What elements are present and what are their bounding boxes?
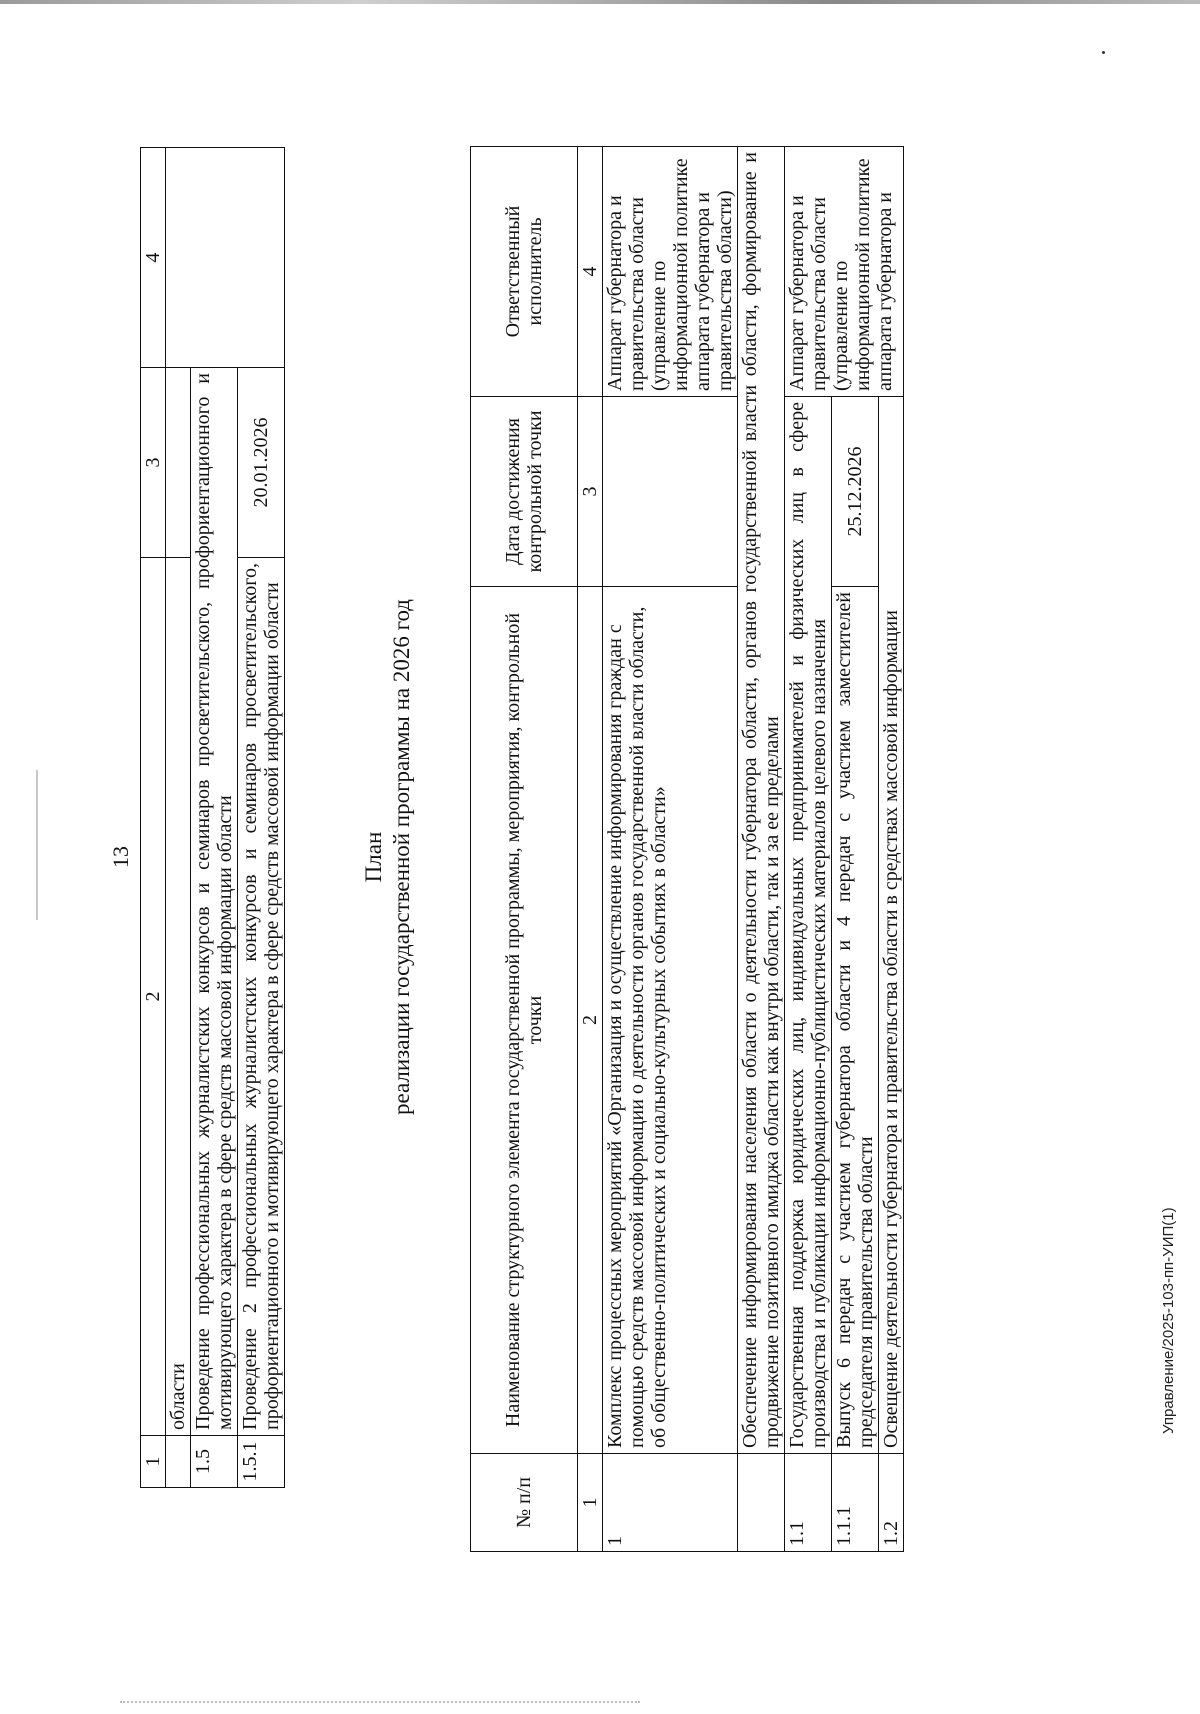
table-row [785,147,832,1552]
row-date [603,397,738,587]
plan-title: План [361,831,386,883]
row-text: Выпуск 6 передач с участием губернатора области и 4 передач с участием заместителей председателя правительства области [832,587,879,1454]
row-text: Проведение 2 профессиональных журналистских конкурсов и семинаров просветительского, профориентационного и мотивирующего характера в сфере средств массовой информации области [238,558,285,1436]
row-executor [166,148,285,368]
page-number: 13 [108,846,133,868]
header-number: № п/п [471,1454,578,1552]
row-number [166,1436,191,1488]
row-text: Проведение профессиональных журналистских конкурсов и семинаров просветительского, профориентационного и мотивирующего характера в сфере средств массовой информации области [191,368,238,1436]
header-name: Наименование структурного элемента государственной программы, мероприятия, контрольной точки [471,587,578,1454]
document-id: Управление/2025-103-пп-УИП(1) [1160,1207,1177,1434]
row-number [738,1454,785,1552]
col-number-1: 1 [141,1436,166,1488]
plan-table [470,146,904,1552]
row-text: области [166,558,191,1436]
plan-heading [360,0,416,1714]
row-number: 1.5 [191,1436,238,1488]
continuation-table [140,147,285,1488]
col-number-2: 2 [578,587,603,1454]
continuation-table-header [141,148,166,1488]
col-number-3: 3 [141,368,166,558]
col-number-2: 2 [141,558,166,1436]
plan-table-header [471,147,578,1552]
row-executor: Аппарат губернатора и правительства области (управление по информационной политике аппарата губернатора и правительства области) [603,147,738,397]
header-date: Дата достижения контрольной точки [471,397,578,587]
row-executor: Аппарат губернатора и правительства области (управление по информационной политике аппарата губернатора и [785,147,904,397]
task-text: Обеспечение информирования населения области о деятельности губернатора области, органов государственной власти области, формирование и продвижение позитивного имиджа области как внутри области, так и за ее пределами [738,147,785,1454]
table-row [738,147,785,1552]
row-text: Комплекс процессных мероприятий «Организация и осуществление информирования граждан с помощью средств массовой информации о деятельности органов государственной власти области, об общественно-политических и социально-культурных событиях в области» [603,587,738,1454]
row-number: 1.1 [785,1454,832,1552]
col-number-3: 3 [578,397,603,587]
row-text: Освещение деятельности губернатора и правительства области в средствах массовой информации [879,397,904,1454]
row-number: 1.2 [879,1454,904,1552]
header-executor: Ответственный исполнитель [471,147,578,397]
column-numbers-row [578,147,603,1552]
row-date [166,368,191,558]
row-date: 20.01.2026 [238,368,285,558]
row-text: Государственная поддержка юридических лиц, индивидуальных предпринимателей и физических лиц в сфере производства и публикации информационно-публицистических материалов целевого назначения [785,397,832,1454]
col-number-4: 4 [141,148,166,368]
table-row [603,147,738,1552]
row-number: 1.1.1 [832,1454,879,1552]
table-row [166,148,191,1488]
row-number: 1 [603,1454,738,1552]
col-number-1: 1 [578,1454,603,1552]
row-date: 25.12.2026 [832,397,879,587]
plan-subtitle: реализации государственной программы на 2026 год [389,599,414,1116]
row-number: 1.5.1 [238,1436,285,1488]
col-number-4: 4 [578,147,603,397]
